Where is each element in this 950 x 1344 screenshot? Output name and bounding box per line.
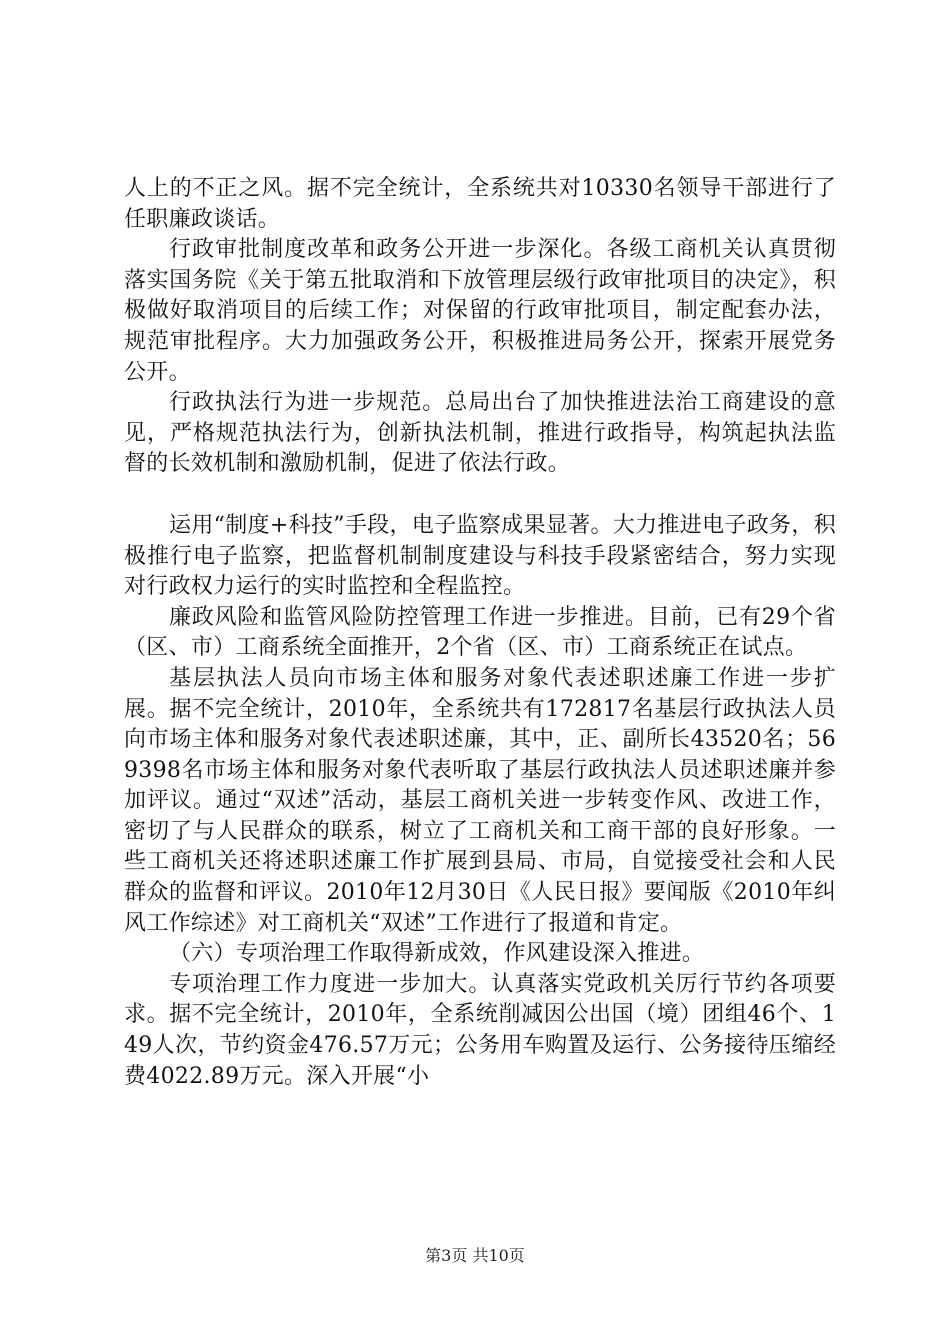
paragraph-law-enforcement: 行政执法行为进一步规范。总局出台了加快推进法治工商建设的意见，严格规范执法行为，创新执法机制，推进行政指导，构筑起执法监督的长效机制和激励机制，促进了依法行政。 <box>124 390 836 477</box>
paragraph-special-governance: 专项治理工作力度进一步加大。认真落实党政机关厉行节约各项要求。据不完全统计，2010年，全系统削减因公出国（境）团组46个、149人次，节约资金476.57万元；公务用车购置及运行、公务接待压缩经费4022.89万元。深入开展“小 <box>124 971 836 1089</box>
paragraph-admin-approval-reform: 行政审批制度改革和政务公开进一步深化。各级工商机关认真贯彻落实国务院《关于第五批取消和下放管理层级行政审批项目的决定》，积极做好取消项目的后续工作；对保留的行政审批项目，制定配套办法，规范审批程序。大力加强政务公开，积极推进局务公开，探索开展党务公开。 <box>124 237 836 385</box>
page-footer: 第3页 共10页 <box>425 1246 525 1265</box>
paragraph-risk-control: 廉政风险和监管风险防控管理工作进一步推进。目前，已有29个省（区、市）工商系统全面推开，2个省（区、市）工商系统正在试点。 <box>124 604 836 661</box>
document-body <box>124 174 836 1092</box>
paragraph-continuation: 人上的不正之风。据不完全统计，全系统共对10330名领导干部进行了任职廉政谈话。 <box>124 176 836 232</box>
section-heading-six: （六）专项治理工作取得新成效，作风建设深入推进。 <box>169 941 705 967</box>
paragraph-electronic-supervision: 运用“制度+科技”手段，电子监察成果显著。大力推进电子政务，积极推行电子监察，把监督机制制度建设与科技手段紧密结合，努力实现对行政权力运行的实时监控和全程监控。 <box>124 512 836 600</box>
paragraph-grassroots-reporting: 基层执法人员向市场主体和服务对象代表述职述廉工作进一步扩展。据不完全统计，2010年，全系统共有172817名基层行政执法人员向市场主体和服务对象代表述职述廉，其中，正、副所长43520名；569398名市场主体和服务对象代表听取了基层行政执法人员述职述廉并参加评议。通过“双述”活动，基层工商机关进一步转变作风、改进工作，密切了与人民群众的联系，树立了工商机关和工商干部的良好形象。一些工商机关还将述职述廉工作扩展到县局、市局，自觉接受社会和人民群众的监督和评议。2010年12月30日《人民日报》要闻版《2010年纠风工作综述》对工商机关“双述”工作进行了报道和肯定。 <box>124 665 836 936</box>
